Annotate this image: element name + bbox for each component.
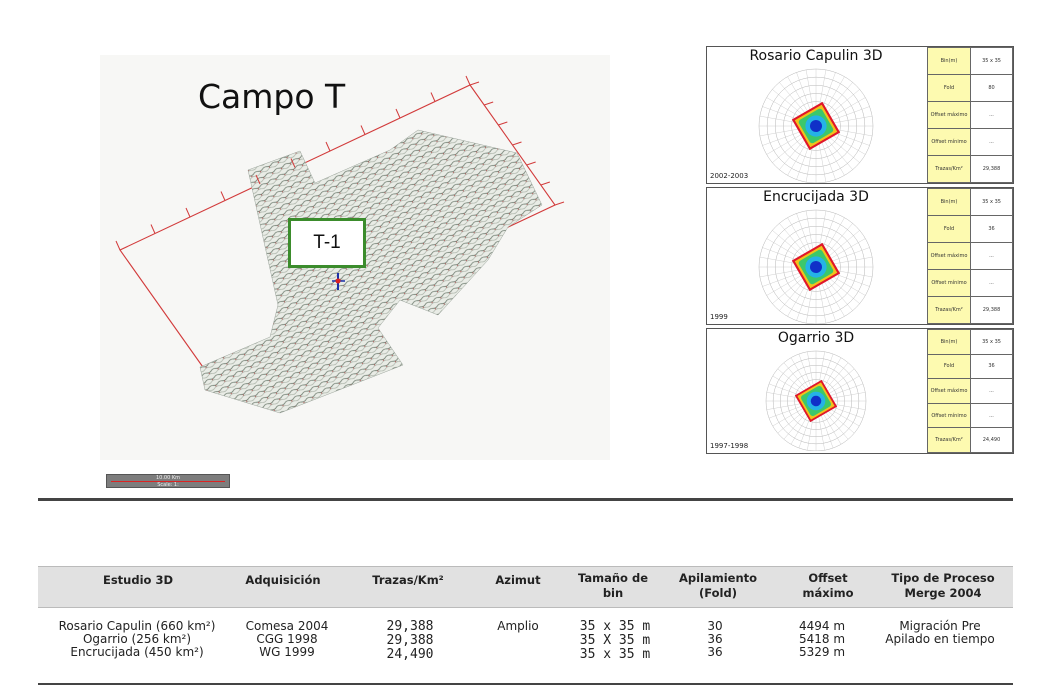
param-label: Offset máximo [928, 102, 971, 129]
azimuth-density [792, 243, 840, 291]
col-fold [680, 620, 750, 659]
seismic-amplitude-patch [200, 130, 542, 413]
param-label: Trazas/Km² [928, 156, 971, 183]
param-value: ... [971, 379, 1013, 404]
cell-offset: 5329 m [798, 645, 846, 659]
grid-tick [527, 162, 536, 165]
cell-bin: 35 x 35 m [579, 619, 651, 634]
grid-tick [221, 192, 225, 201]
scale-bar [106, 474, 230, 488]
grid-tick [513, 142, 522, 145]
rose-diagram [749, 206, 883, 324]
grid-tick [431, 93, 435, 102]
header-fold: Apilamiento (Fold) [678, 571, 758, 600]
grid-tick [555, 202, 564, 205]
param-label: Trazas/Km² [928, 297, 971, 324]
param-label: Fold [928, 216, 971, 243]
header-azimut: Azimut [495, 573, 541, 587]
grid-tick [484, 102, 493, 105]
param-label: Offset mínimo [928, 129, 971, 156]
param-label: Offset mínimo [928, 270, 971, 297]
table-top-rule [38, 498, 1013, 501]
azimuth-density [792, 102, 840, 150]
param-value: 29,388 [971, 156, 1013, 183]
header-offset: Offset máximo [802, 571, 854, 600]
param-value: 80 [971, 75, 1013, 102]
param-label: Fold [928, 75, 971, 102]
col-bin [565, 620, 665, 662]
param-value: ... [971, 270, 1013, 297]
param-label: Offset mínimo [928, 403, 971, 428]
survey-name: Encrucijada 3D [763, 189, 869, 205]
survey-plot [707, 329, 925, 453]
survey-years: 1999 [710, 313, 728, 321]
cell-trazas: 29,388 [386, 619, 434, 634]
survey-years: 1997-1998 [710, 442, 749, 450]
param-value: 29,388 [971, 297, 1013, 324]
grid-tick [396, 109, 400, 118]
cell-fold: 30 [707, 619, 723, 633]
param-value: ... [971, 129, 1013, 156]
grid-tick [186, 208, 190, 217]
survey-panel-encrucijada [706, 187, 1014, 325]
cell-fold: 36 [707, 632, 723, 646]
param-label: Offset máximo [928, 379, 971, 404]
param-value: ... [971, 243, 1013, 270]
cell-proceso: Migración Pre [899, 619, 981, 633]
scale-bar-top-label: 10.00 Km [155, 475, 181, 481]
well-label-box: T-1 [288, 218, 366, 268]
param-label: Bin(m) [928, 48, 971, 75]
grid-tick [541, 182, 550, 185]
grid-tick [116, 241, 120, 250]
cell-estudio: Ogarrio (256 km²) [82, 632, 192, 646]
cell-adquisicion: CGG 1998 [256, 632, 318, 646]
survey-plot [707, 188, 925, 324]
azimuth-density [795, 380, 837, 422]
survey-panel-rosario [706, 46, 1014, 184]
param-value: ... [971, 102, 1013, 129]
param-label: Offset máximo [928, 243, 971, 270]
survey-panel-ogarrio [706, 328, 1014, 454]
scale-bar-bottom-label: Scale: 1: [157, 482, 179, 488]
cell-trazas: 29,388 [386, 633, 434, 648]
cell-fold: 36 [707, 645, 723, 659]
header-adquisicion: Adquisición [245, 573, 321, 587]
cell-adquisicion: WG 1999 [259, 645, 315, 659]
survey-name: Ogarrio 3D [777, 330, 855, 346]
param-label: Bin(m) [928, 330, 971, 355]
grid-tick [151, 225, 155, 234]
survey-params-table [927, 188, 1013, 324]
cell-offset: 4494 m [798, 619, 846, 633]
cell-adquisicion: Comesa 2004 [245, 619, 329, 633]
grid-tick [498, 122, 507, 125]
col-adquisicion [232, 620, 342, 659]
cell-proceso: Apilado en tiempo [885, 632, 995, 646]
header-trazas: Trazas/Km² [372, 573, 444, 587]
cell-trazas: 24,490 [386, 647, 434, 662]
param-label: Bin(m) [928, 189, 971, 216]
rose-diagram [749, 65, 883, 183]
cell-estudio: Encrucijada (450 km²) [70, 645, 204, 659]
cell-estudio: Rosario Capulin (660 km²) [58, 619, 216, 633]
col-estudio [42, 620, 232, 659]
rose-diagram [749, 347, 883, 451]
header-proceso: Tipo de Proceso Merge 2004 [891, 571, 995, 600]
survey-params-table [927, 329, 1013, 453]
survey-plot [707, 47, 925, 183]
param-label: Trazas/Km² [928, 428, 971, 453]
survey-params-table [927, 47, 1013, 183]
cell-bin: 35 X 35 m [579, 633, 651, 648]
cell-offset: 5418 m [798, 632, 846, 646]
cell-bin: 35 x 35 m [579, 647, 651, 662]
cell-azimut: Amplio [497, 619, 539, 633]
grid-tick [361, 126, 365, 135]
col-offset [782, 620, 862, 659]
param-value: ... [971, 403, 1013, 428]
param-value: 35 x 35 [971, 330, 1013, 355]
param-value: 35 x 35 [971, 189, 1013, 216]
param-value: 35 x 35 [971, 48, 1013, 75]
grid-tick [466, 76, 470, 85]
map-title: Campo T [198, 77, 346, 116]
grid-tick [470, 82, 479, 85]
grid-tick [326, 142, 330, 151]
param-value: 36 [971, 354, 1013, 379]
param-label: Fold [928, 354, 971, 379]
header-bin: Tamaño de bin [578, 571, 648, 600]
survey-years: 2002-2003 [710, 172, 749, 180]
param-value: 36 [971, 216, 1013, 243]
col-trazas [355, 620, 465, 662]
param-value: 24,490 [971, 428, 1013, 453]
col-proceso [870, 620, 1010, 646]
header-estudio: Estudio 3D [102, 573, 173, 587]
survey-name: Rosario Capulin 3D [749, 48, 883, 64]
col-azimut [478, 620, 558, 633]
seismic-map [100, 55, 610, 460]
table-bottom-rule [38, 683, 1013, 685]
table-header-row [38, 566, 1013, 608]
